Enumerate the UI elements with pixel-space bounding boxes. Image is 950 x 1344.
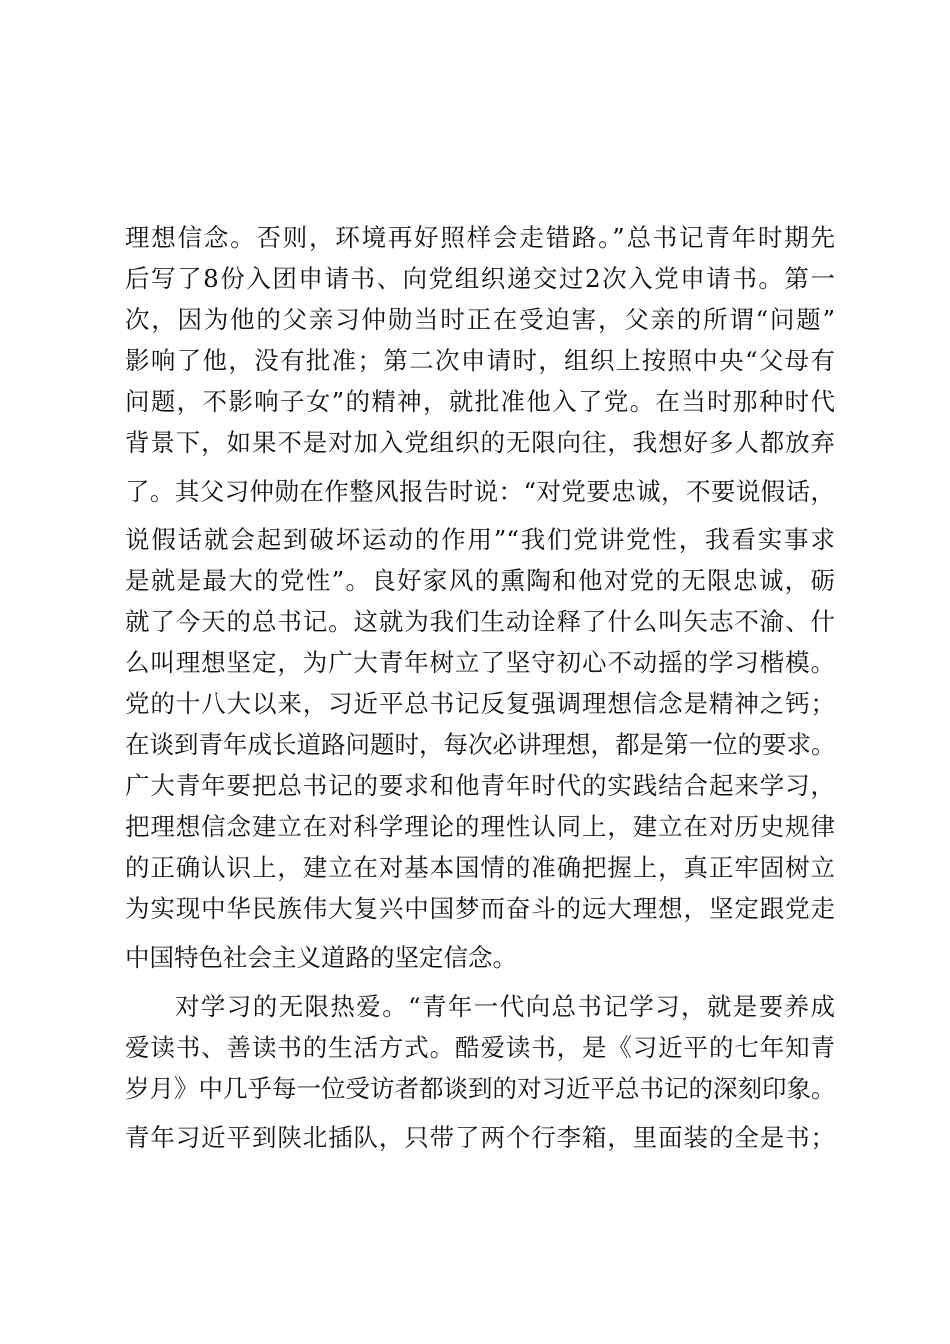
text-line: 说假话就会起到破坏运动的作用”“我们党讲党性，我看实事求 <box>125 525 835 554</box>
text-line: 中国特色社会主义道路的坚定信念。 <box>125 943 517 972</box>
text-line: 影响了他，没有批准；第二次申请时，组织上按照中央“父母有 <box>125 346 835 375</box>
text-line: 的正确认识上，建立在对基本国情的准确把握上，真正牢固树立 <box>125 853 835 882</box>
text-line: 把理想信念建立在对科学理论的理性认同上，建立在对历史规律 <box>125 812 835 841</box>
text-line: 就了今天的总书记。这就为我们生动诠释了什么叫矢志不渝、什 <box>125 607 835 636</box>
text-line: 次，因为他的父亲习仲勋当时正在受迫害，父亲的所谓“问题” <box>125 305 835 334</box>
text-line: 广大青年要把总书记的要求和他青年时代的实践结合起来学习， <box>125 771 835 800</box>
paragraph-first-line: 对学习的无限热爱。“青年一代向总书记学习，就是要养成 <box>175 992 835 1021</box>
text-line: 爱读书、善读书的生活方式。酷爱读书，是《习近平的七年知青 <box>125 1033 835 1062</box>
text-line: 党的十八大以来，习近平总书记反复强调理想信念是精神之钙； <box>125 689 835 718</box>
text-line: 后写了8份入团申请书、向党组织递交过2次入党申请书。第一 <box>125 264 835 293</box>
text-line: 岁月》中几乎每一位受访者都谈到的对习近平总书记的深刻印象。 <box>125 1074 835 1103</box>
text-line: 背景下，如果不是对加入党组织的无限向往，我想好多人都放弃 <box>125 428 835 457</box>
text-line: 了。其父习仲勋在作整风报告时说：“对党要忠诚，不要说假话， <box>125 477 835 506</box>
text-line: 理想信念。否则，环境再好照样会走错路。”总书记青年时期先 <box>125 223 835 252</box>
text-line: 么叫理想坚定，为广大青年树立了坚守初心不动摇的学习楷模。 <box>125 648 835 677</box>
text-line: 是就是最大的党性”。良好家风的熏陶和他对党的无限忠诚，砺 <box>125 566 835 595</box>
text-line: 在谈到青年成长道路问题时，每次必讲理想，都是第一位的要求。 <box>125 730 835 759</box>
text-line: 青年习近平到陕北插队，只带了两个行李箱，里面装的全是书； <box>125 1123 835 1152</box>
text-line: 问题，不影响子女”的精神，就批准他入了党。在当时那种时代 <box>125 387 835 416</box>
text-line: 为实现中华民族伟大复兴中国梦而奋斗的远大理想，坚定跟党走 <box>125 894 835 923</box>
